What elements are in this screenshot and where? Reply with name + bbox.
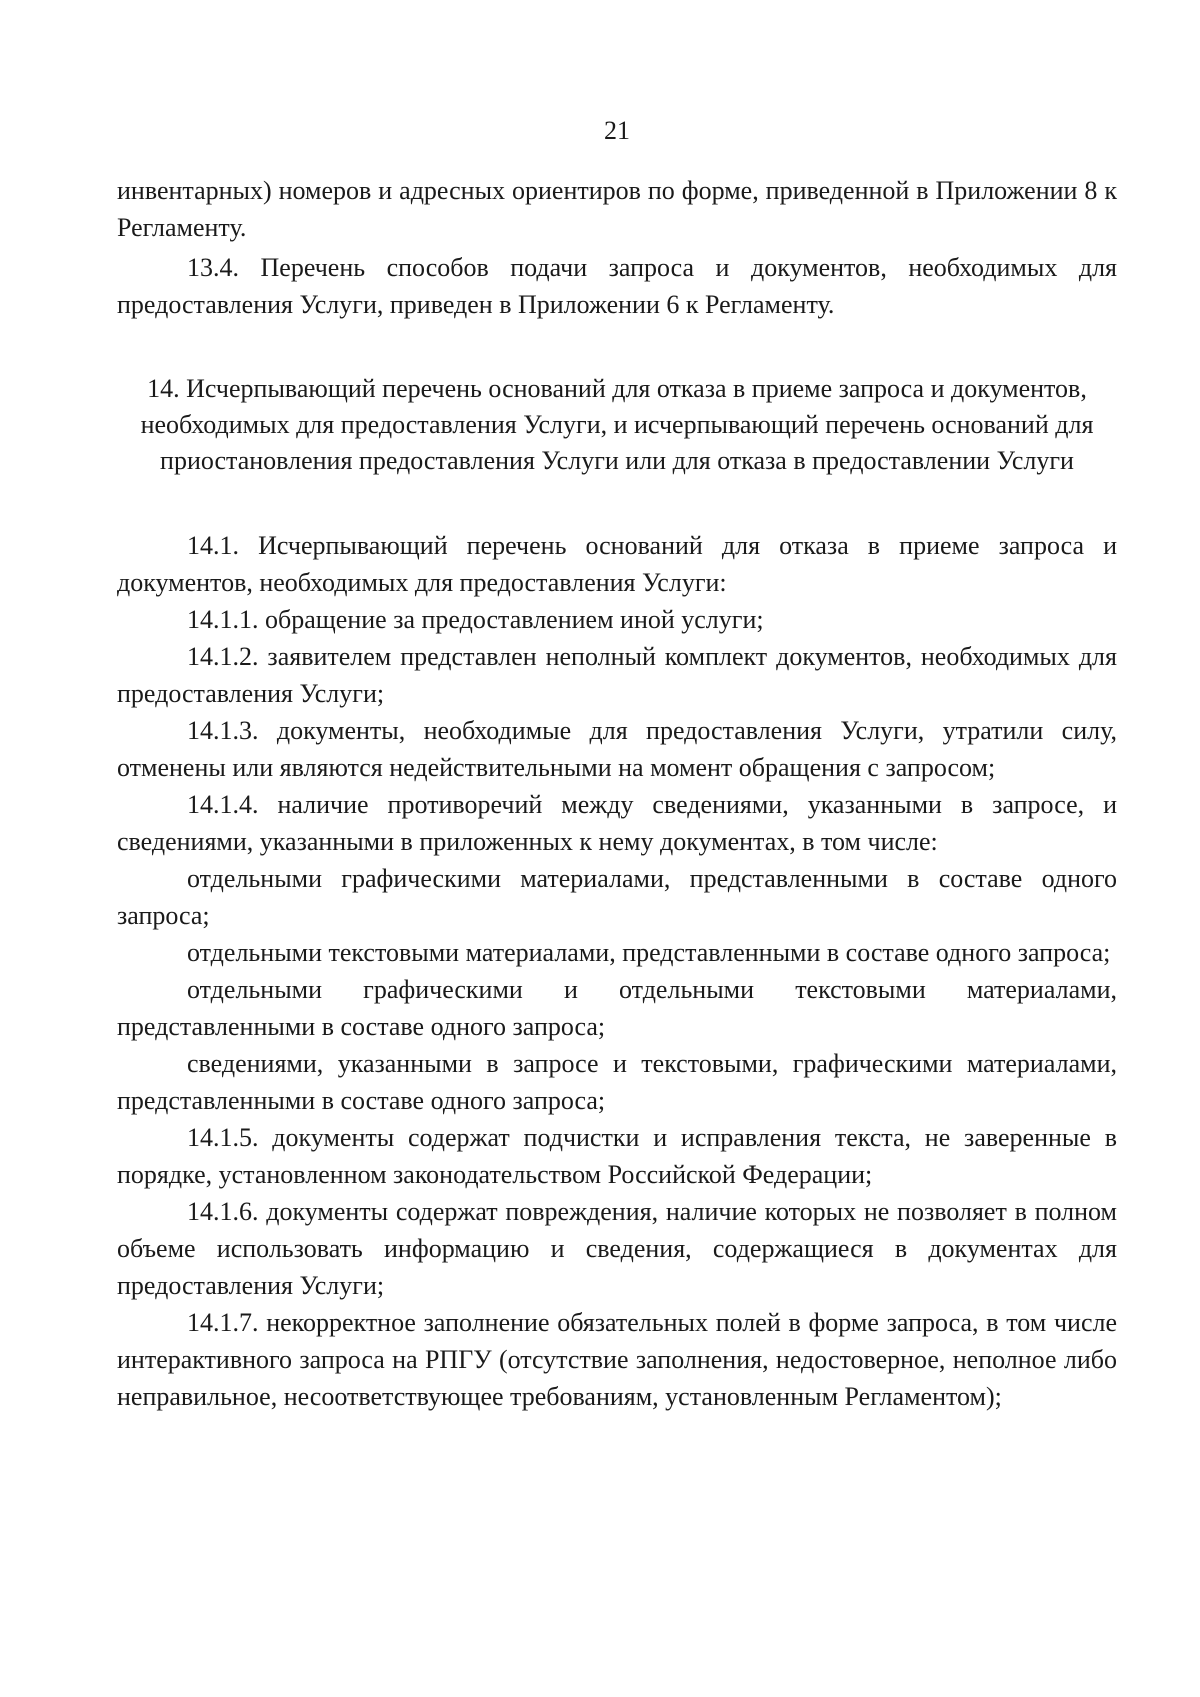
paragraph-14-1-6: 14.1.6. документы содержат повреждения, наличие которых не позволяет в полном объеме использовать информацию и сведения, содержащиеся в документах для предоставления Услуги; [117,1197,1117,1300]
list-item-graphic-and-text-materials: отдельными графическими и отдельными текстовыми материалами, представленными в составе одного запроса; [117,975,1117,1041]
paragraph-14-1-4: 14.1.4. наличие противоречий между сведениями, указанными в запросе, и сведениями, указанными в приложенных к нему документах, в том числе: [117,790,1117,856]
paragraph-13-4: 13.4. Перечень способов подачи запроса и документов, необходимых для предоставления Услуги, приведен в Приложении 6 к Регламенту. [117,253,1117,319]
paragraph-14-1-2: 14.1.2. заявителем представлен неполный комплект документов, необходимых для предоставления Услуги; [117,642,1117,708]
page-number: 21 [604,116,630,145]
list-item-graphic-materials: отдельными графическими материалами, представленными в составе одного запроса; [117,864,1117,930]
paragraph-14-1: 14.1. Исчерпывающий перечень оснований для отказа в приеме запроса и документов, необходимых для предоставления Услуги: [117,531,1117,597]
section-heading-14: 14. Исчерпывающий перечень оснований для отказа в приеме запроса и документов, необходимых для предоставления Услуги, и исчерпывающий перечень оснований для приостановления предоставления Услуги или для отказа в предоставлении Услуги [140,374,1094,475]
document-body [117,172,1117,1415]
paragraph-continuation: инвентарных) номеров и адресных ориентиров по форме, приведенной в Приложении 8 к Регламенту. [117,176,1117,242]
paragraph-14-1-3: 14.1.3. документы, необходимые для предоставления Услуги, утратили силу, отменены или являются недействительными на момент обращения с запросом; [117,716,1117,782]
list-item-request-and-materials: сведениями, указанными в запросе и текстовыми, графическими материалами, представленными в составе одного запроса; [117,1049,1117,1115]
paragraph-14-1-1: 14.1.1. обращение за предоставлением иной услуги; [187,605,764,634]
paragraph-14-1-7: 14.1.7. некорректное заполнение обязательных полей в форме запроса, в том числе интерактивного запроса на РПГУ (отсутствие заполнения, недостоверное, неполное либо неправильное, несоответствующее требованиям, установленным Регламентом); [117,1308,1117,1411]
paragraph-14-1-5: 14.1.5. документы содержат подчистки и исправления текста, не заверенные в порядке, установленном законодательством Российской Федерации; [117,1123,1117,1189]
list-item-text-materials: отдельными текстовыми материалами, представленными в составе одного запроса; [187,938,1111,967]
